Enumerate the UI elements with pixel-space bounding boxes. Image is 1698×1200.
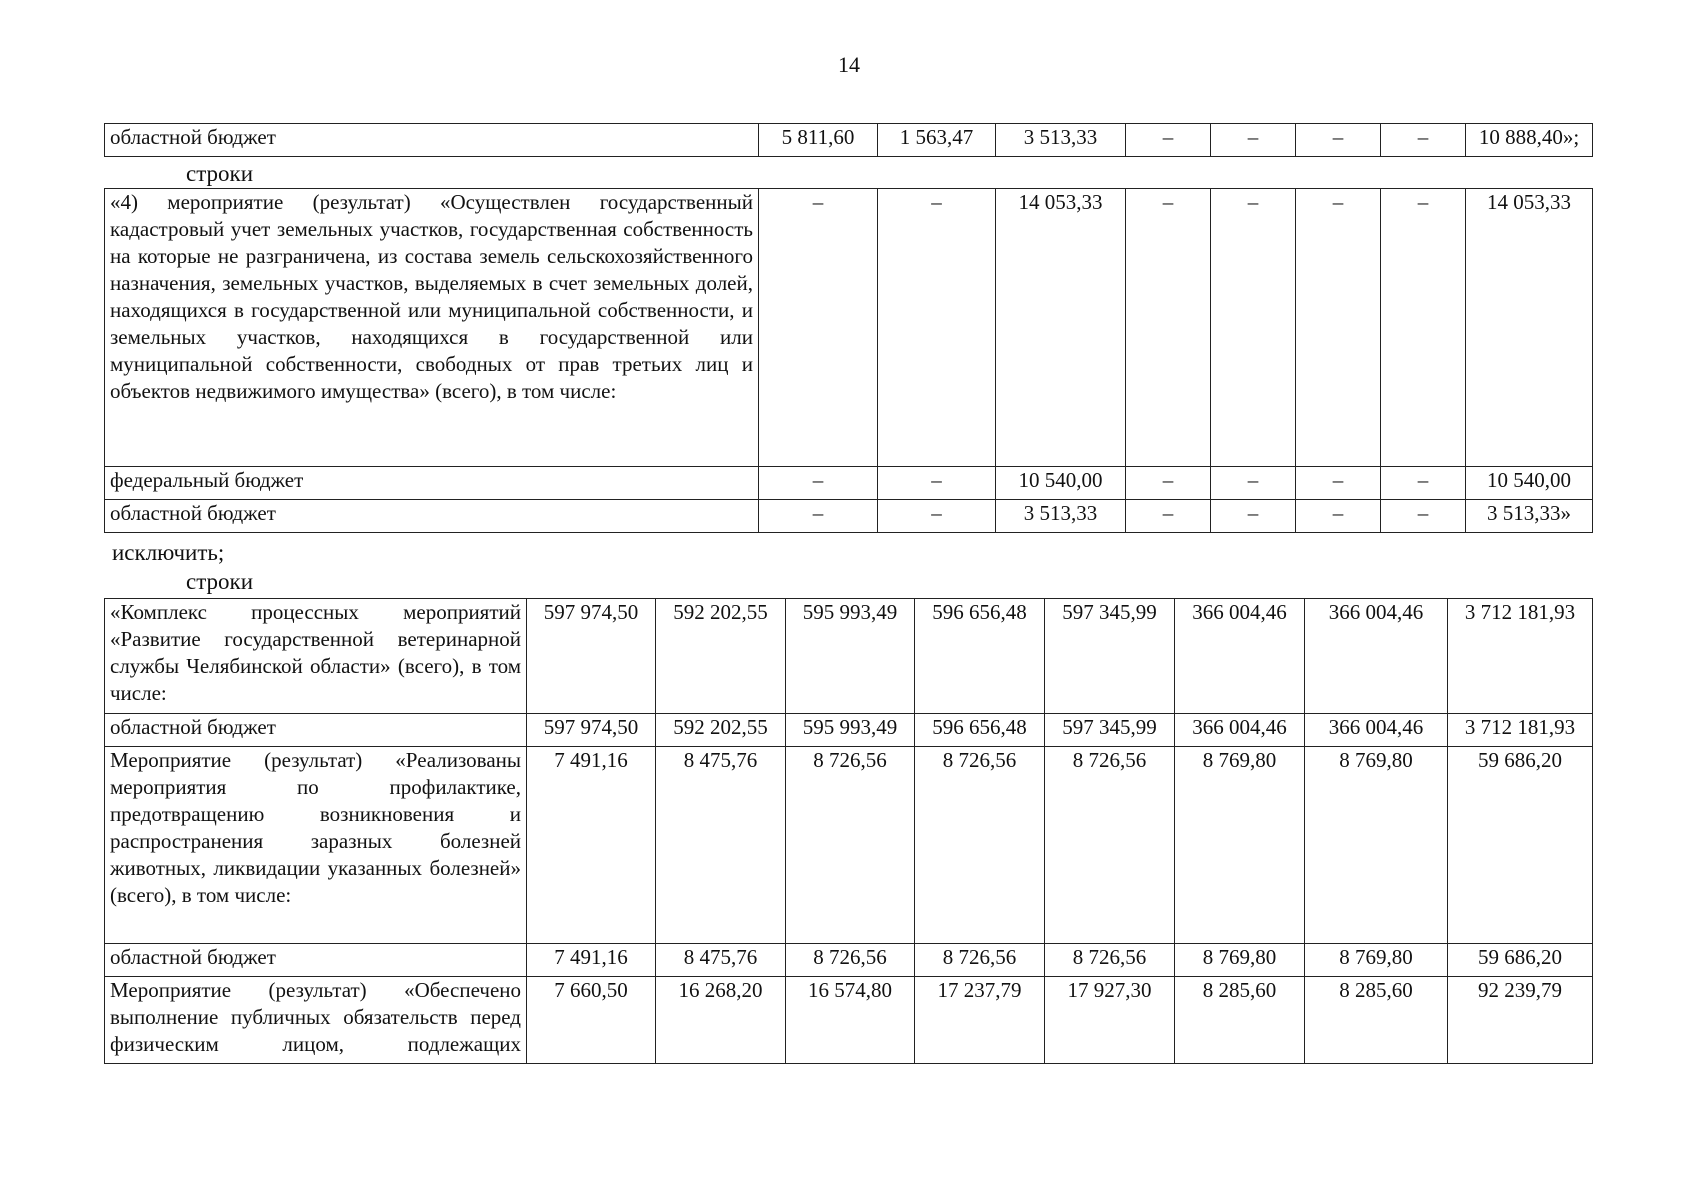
value-cell: – bbox=[1296, 189, 1381, 467]
value-cell: 7 491,16 bbox=[527, 747, 656, 944]
value-cell: 1 563,47 bbox=[878, 124, 996, 157]
value-cell: 5 811,60 bbox=[759, 124, 878, 157]
value-cell: 59 686,20 bbox=[1448, 944, 1593, 977]
value-cell: 366 004,46 bbox=[1305, 714, 1448, 747]
row-label: Мероприятие (результат) «Реализованы мероприятия по профилактике, предотвращению возникновения и распространения заразных болезней животных, ликвидации указанных болезней» (всего), в том числе: bbox=[105, 747, 527, 944]
value-cell: – bbox=[1211, 467, 1296, 500]
value-cell: 592 202,55 bbox=[656, 599, 786, 714]
value-cell: 597 974,50 bbox=[527, 599, 656, 714]
page-number: 14 bbox=[838, 52, 860, 77]
value-cell: – bbox=[1381, 467, 1466, 500]
value-cell: 595 993,49 bbox=[786, 599, 915, 714]
value-cell: 8 285,60 bbox=[1305, 977, 1448, 1064]
value-cell: 597 974,50 bbox=[527, 714, 656, 747]
value-cell: 597 345,99 bbox=[1045, 599, 1175, 714]
value-cell: 8 726,56 bbox=[915, 747, 1045, 944]
value-cell: 16 574,80 bbox=[786, 977, 915, 1064]
value-cell: – bbox=[1211, 500, 1296, 533]
table-row bbox=[105, 124, 1593, 157]
value-cell: 366 004,46 bbox=[1305, 599, 1448, 714]
value-cell: – bbox=[1381, 189, 1466, 467]
value-cell: 3 712 181,93 bbox=[1448, 714, 1593, 747]
value-cell: – bbox=[759, 500, 878, 533]
value-cell: – bbox=[1381, 124, 1466, 157]
row-label: федеральный бюджет bbox=[105, 467, 759, 500]
value-cell: 3 513,33 bbox=[996, 124, 1126, 157]
value-cell: 7 491,16 bbox=[527, 944, 656, 977]
table-excluded-rows bbox=[104, 188, 1593, 533]
value-cell: 8 726,56 bbox=[786, 747, 915, 944]
row-label: Мероприятие (результат) «Обеспечено выполнение публичных обязательств перед физическим лицом, подлежащих bbox=[105, 977, 527, 1064]
value-cell: 59 686,20 bbox=[1448, 747, 1593, 944]
value-cell: 3 513,33 bbox=[996, 500, 1126, 533]
table-row bbox=[105, 599, 1593, 714]
value-cell: 14 053,33 bbox=[996, 189, 1126, 467]
value-cell: – bbox=[878, 467, 996, 500]
value-cell: 92 239,79 bbox=[1448, 977, 1593, 1064]
value-cell: – bbox=[759, 189, 878, 467]
value-cell: 595 993,49 bbox=[786, 714, 915, 747]
value-cell: 8 769,80 bbox=[1305, 944, 1448, 977]
row-label: «4) мероприятие (результат) «Осуществлен государственный кадастровый учет земельных участков, государственная собственность на которые не разграничена, из состава земель сельскохозяйственного назначения, земельных участков, выделяемых в счет земельных долей, находящихся в государственной или муниципальной собственности, и земельных участков, находящихся в государственной или муниципальной собственности, свободных от прав третьих лиц и объектов недвижимого имущества» (всего), в том числе: bbox=[105, 189, 759, 467]
value-cell: – bbox=[1126, 467, 1211, 500]
value-cell: 8 726,56 bbox=[1045, 747, 1175, 944]
value-cell: 8 769,80 bbox=[1175, 944, 1305, 977]
row-label: областной бюджет bbox=[105, 500, 759, 533]
value-cell: – bbox=[1296, 124, 1381, 157]
stroki-label: строки bbox=[186, 161, 254, 186]
table-new-rows bbox=[104, 598, 1593, 1064]
value-cell: 8 285,60 bbox=[1175, 977, 1305, 1064]
value-cell: 366 004,46 bbox=[1175, 714, 1305, 747]
value-cell: 17 927,30 bbox=[1045, 977, 1175, 1064]
value-cell: 17 237,79 bbox=[915, 977, 1045, 1064]
value-cell: – bbox=[759, 467, 878, 500]
value-cell: – bbox=[1126, 124, 1211, 157]
value-cell: – bbox=[878, 189, 996, 467]
value-cell: 16 268,20 bbox=[656, 977, 786, 1064]
value-cell: – bbox=[1126, 189, 1211, 467]
value-cell: 8 475,76 bbox=[656, 747, 786, 944]
value-cell: 596 656,48 bbox=[915, 599, 1045, 714]
value-cell: 14 053,33 bbox=[1466, 189, 1593, 467]
value-cell: – bbox=[1296, 500, 1381, 533]
value-cell: 8 726,56 bbox=[786, 944, 915, 977]
value-cell: 8 769,80 bbox=[1305, 747, 1448, 944]
table-row bbox=[105, 467, 1593, 500]
value-cell: – bbox=[1211, 189, 1296, 467]
table-row bbox=[105, 747, 1593, 944]
value-cell: 7 660,50 bbox=[527, 977, 656, 1064]
row-label: областной бюджет bbox=[105, 124, 759, 157]
stroki-label: строки bbox=[186, 569, 254, 594]
value-cell: 10 888,40»; bbox=[1466, 124, 1593, 157]
value-cell: 8 769,80 bbox=[1175, 747, 1305, 944]
value-cell: 3 712 181,93 bbox=[1448, 599, 1593, 714]
value-cell: 8 726,56 bbox=[915, 944, 1045, 977]
value-cell: 366 004,46 bbox=[1175, 599, 1305, 714]
value-cell: – bbox=[1381, 500, 1466, 533]
value-cell: 10 540,00 bbox=[996, 467, 1126, 500]
exclude-label: исключить; bbox=[112, 540, 225, 565]
value-cell: 10 540,00 bbox=[1466, 467, 1593, 500]
table-row bbox=[105, 944, 1593, 977]
value-cell: 592 202,55 bbox=[656, 714, 786, 747]
value-cell: – bbox=[1296, 467, 1381, 500]
row-label: областной бюджет bbox=[105, 714, 527, 747]
value-cell: 8 475,76 bbox=[656, 944, 786, 977]
value-cell: – bbox=[1211, 124, 1296, 157]
value-cell: 597 345,99 bbox=[1045, 714, 1175, 747]
table-row bbox=[105, 500, 1593, 533]
table-row bbox=[105, 189, 1593, 467]
value-cell: 3 513,33» bbox=[1466, 500, 1593, 533]
table-row bbox=[105, 714, 1593, 747]
value-cell: – bbox=[1126, 500, 1211, 533]
row-label: областной бюджет bbox=[105, 944, 527, 977]
value-cell: – bbox=[878, 500, 996, 533]
value-cell: 596 656,48 bbox=[915, 714, 1045, 747]
row-label: «Комплекс процессных мероприятий «Развитие государственной ветеринарной службы Челябинской области» (всего), в том числе: bbox=[105, 599, 527, 714]
table-row bbox=[105, 977, 1593, 1064]
table-top-row bbox=[104, 123, 1593, 157]
value-cell: 8 726,56 bbox=[1045, 944, 1175, 977]
